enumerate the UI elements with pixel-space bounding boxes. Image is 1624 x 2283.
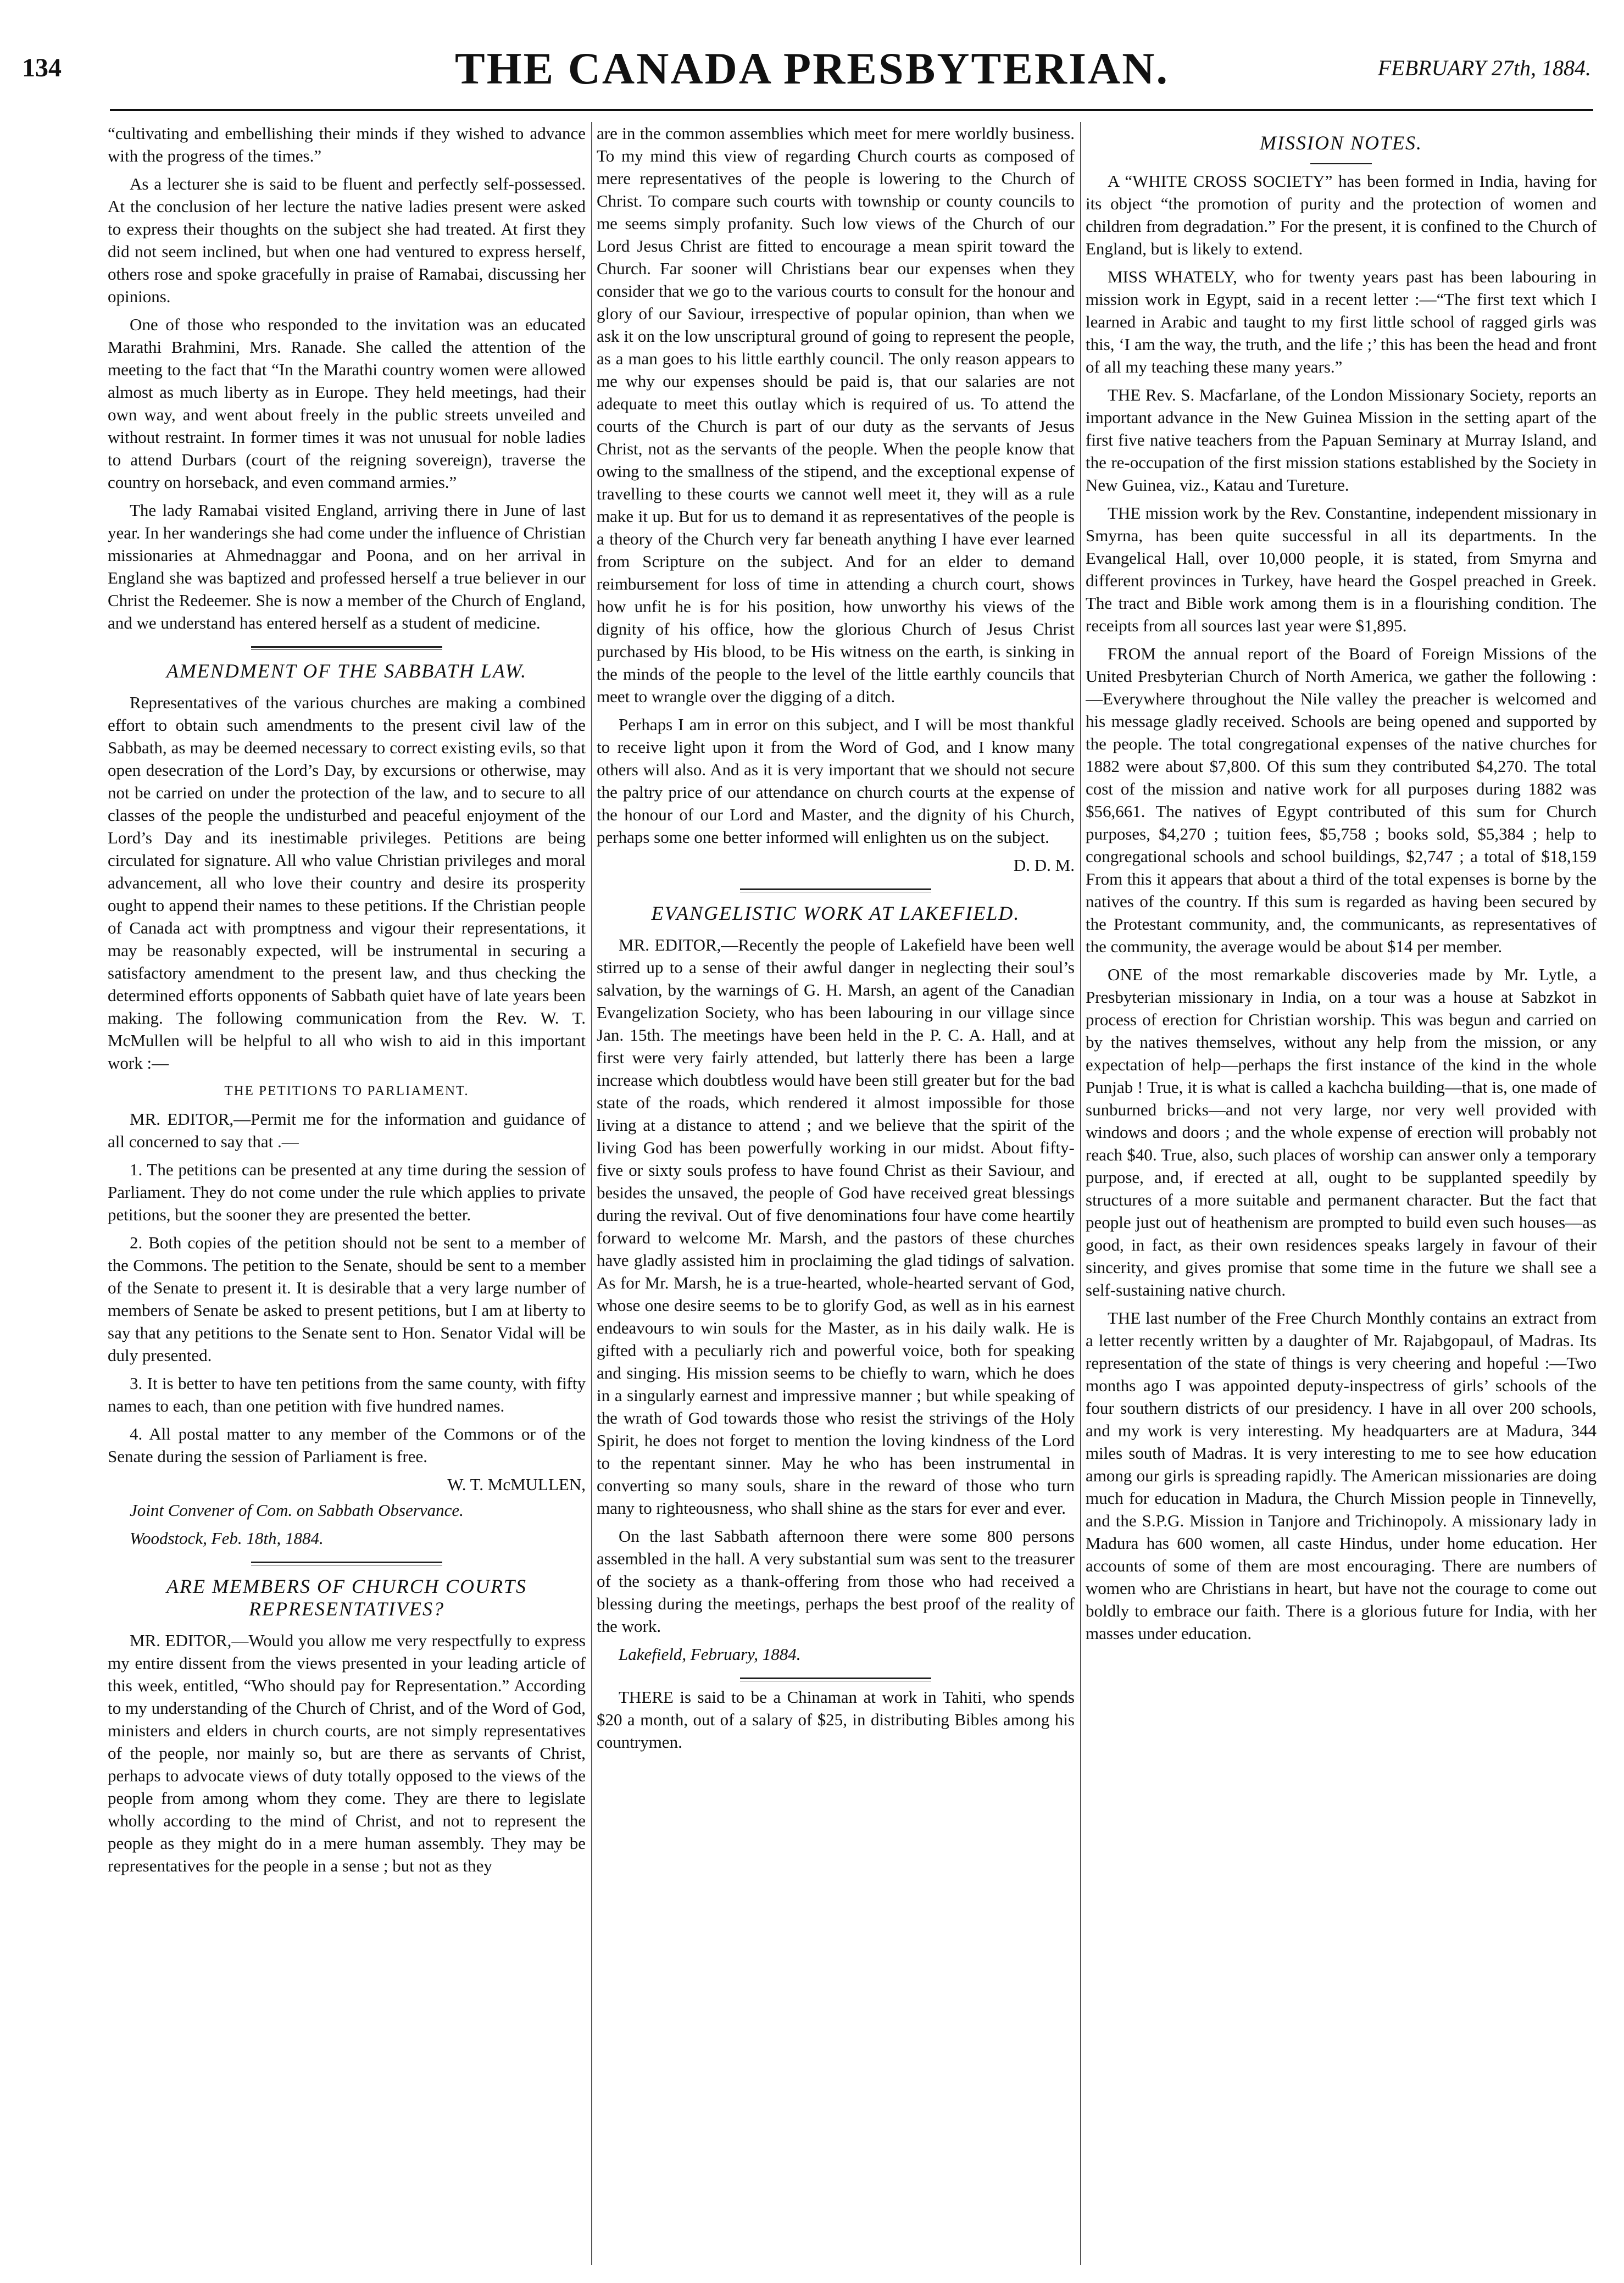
paragraph: On the last Sabbath afternoon there were some 800 persons assembled in the hall. A very substantial sum was sent to the treasurer of the society as a thank-offering from those who had received a blessing during the meetings, perhaps the best proof of the reality of the work. (597, 1526, 1075, 1636)
paragraph: As a lecturer she is said to be fluent and perfectly self-possessed. At the conclusion of her lecture the native ladies present were asked to express their thoughts on the subject she had treated. At first they did not seem inclined, but when one had ventured to express herself, others rose and spoke gracefully in praise of Ramabai, discussing her opinions. (108, 174, 586, 306)
paragraph: MISS WHATELY, who for twenty years past has been labouring in mission work in Egypt, said in a recent letter :—“The first text which I learned in Arabic and taught to my first little school of ragged girls was this, ‘I am the way, the truth, and the life ;’ this has been the head and front of all my teaching these many years.” (1086, 267, 1597, 376)
newspaper-title: THE CANADA PRESBYTERIAN. (455, 43, 1169, 93)
paragraph: are in the common assemblies which meet for mere worldly business. To my mind this view of regarding Church courts as composed of mere representatives of the people is lowering to the Church of Christ. To compare such courts with township or county councils to me seems simply profanity. Such low views of the Church of our Lord Jesus Christ are fitted to encourage a mean spirit toward the Church. Far sooner will Christians bear our expenses when they consider that we go to the various courts to consult for the honour and glory of our Saviour, irrespective of popular opinion, than when we ask it on the low unscriptural ground of going to represent the people, as a man goes to his little earthly council. The only reason appears to me why our expenses should be paid is, that our salaries are not adequate to meet this outlay which is required of us. To attend the courts of the Church is part of our duty as the servants of Jesus Christ, not as the servants of the people. When the people know that owing to the smallness of the stipend, and the exceptional expense of travelling to these courts we cannot well meet it, they will as a rule make it up. But for us to demand it as representatives of the people is a theory of the Church very far beneath anything I have ever learned from Scripture on the subject. And for an elder to demand reimbursement for loss of time in attending a church court, shows how unfit he is for his position, how unworthy his views of the dignity of his office, how the glorious Church of Jesus Christ purchased by His blood, to be His witness on the earth, is sinking in the minds of the people to the level of the little earthly councils that meet to wrangle over the digging of a ditch. (597, 124, 1075, 706)
paragraph: MR. EDITOR,—Permit me for the information and guidance of all concerned to say that .— (108, 1109, 586, 1151)
paragraph: THE last number of the Free Church Monthly contains an extract from a letter recently written by a daughter of Mr. Rajabgopaul, of Madras. Its representation of the state of things is very cheering and hopeful :—Two months ago I was appointed deputy-inspectress of girls’ schools of the four southern districts of our presidency. I have in all over 200 schools, and my work is very interesting. My headquarters are at Madura, 344 miles south of Madras. It is very interesting to me to see how education among our girls is spreading rapidly. The American missionaries are doing much for education in Madura, the Church Mission people in Tinnevelly, and the S.P.G. Mission in Tanjore and Trichinopoly. A missionary lady in Madura has 600 women, all caste Hindus, under home education. Her accounts of some of them are most encouraging. There are numbers of women who are Christians in heart, but have not the courage to come out boldly to embrace our faith. There is a glorious future for India, with her masses under education. (1086, 1308, 1597, 1643)
article-heading: ARE MEMBERS OF CHURCH COURTS REPRESENTATIVES? (166, 1575, 527, 1620)
paragraph: The lady Ramabai visited England, arriving there in June of last year. In her wanderings she had come under the influence of Christian missionaries at Ahmednaggar and Poona, and on her arrival in England she was baptized and professed herself a true believer in our Christ the Redeemer. She is now a member of the Church of England, and we understand has entered herself as a student of medicine. (108, 501, 586, 632)
paragraph: FROM the annual report of the Board of Foreign Missions of the United Presbyterian Church of North America, we gather the following :—Everywhere throughout the Nile valley the preacher is welcomed and his message gladly received. Schools are being opened and supported by the people. The total congregational expenses of the native churches for 1882 were about $7,800. Of this sum they contributed $4,270. The total cost of the mission and native work for all purposes during 1882 was $56,661. The natives of Egypt contributed of this sum for Church purposes, $4,270 ; tuition fees, $5,758 ; books sold, $5,384 ; help to congregational schools and school buildings, $2,747 ; a total of $18,159 From this it appears that about a third of the total expenses is borne by the natives of the country. If this sum is regarded as having been secured by the Protestant community, and, the communicants, as representatives of the community, the average would be about $14 per member. (1086, 644, 1597, 956)
page-number: 134 (22, 53, 62, 82)
section-rule (740, 888, 931, 892)
section-rule (251, 646, 442, 650)
paragraph: A “WHITE CROSS SOCIETY” has been formed in India, having for its object “the promotion of purity and the protection of women and children from degradation.” For the present, it is confined to the Church of England, but is likely to extend. (1086, 171, 1597, 258)
column-1 (108, 122, 586, 2265)
signature-title: Joint Convener of Com. on Sabbath Observance. (130, 1501, 464, 1520)
subheading: THE PETITIONS TO PARLIAMENT. (224, 1084, 469, 1098)
section-rule (251, 1562, 442, 1565)
article-heading: EVANGELISTIC WORK AT LAKEFIELD. (651, 902, 1020, 924)
masthead-rule (110, 109, 1593, 111)
paragraph: MR. EDITOR,—Would you allow me very respectfully to express my entire dissent from the views presented in your leading article of this week, entitled, “Who should pay for Representation.” According to my understanding of the Church of Christ, and of the Word of God, ministers and elders in church courts, are not simply representatives of the people, nor mainly so, but are there as servants of Christ, perhaps to advocate views of duty totally opposed to the views of the people from among whom they come. They are there to legislate wholly according to the mind of Christ, and not to represent the people as they might do in a mere human assembly. They may be representatives for the people in a sense ; but not as they (108, 1631, 586, 1875)
paragraph: THERE is said to be a Chinaman at work in Tahiti, who spends $20 a month, out of a salary of $25, in distributing Bibles among his countrymen. (597, 1687, 1075, 1752)
paragraph: Representatives of the various churches are making a combined effort to obtain such amendments to the present civil law of the Sabbath, as may be deemed necessary to correct existing evils, so that open desecration of the Lord’s Day, by excursions or otherwise, may not be carried on under the protection of the law, and to secure to all classes of the people the undisturbed and peaceful enjoyment of the Lord’s Day and its inestimable privileges. Petitions are being circulated for signature. All who value Christian privileges and moral advancement, all who love their country and desire its prosperity ought to append their names to these petitions. If the Christian people of Canada act with promptness and vigour their representations, it may be reasonably expected, will be instrumental in securing a satisfactory amendment to the present law, and thus checking the determined efforts opponents of Sabbath quiet have of late years been making. The following communication from the Rev. W. T. McMullen will be helpful to all who wish to aid in this important work :— (108, 693, 586, 1073)
masthead (0, 0, 1624, 110)
article-heading: MISSION NOTES. (1260, 132, 1422, 154)
paragraph: Perhaps I am in error on this subject, and I will be most thankful to receive light upon it from the Word of God, and I know many others will also. And as it is very important that we should not secure the paltry price of our attendance on church courts at the expense of the honour of our Lord and Master, and the dignity of his Church, perhaps some one better informed will enlighten us on the subject. (597, 715, 1075, 847)
dateline: Woodstock, Feb. 18th, 1884. (130, 1529, 324, 1548)
signature: D. D. M. (1013, 856, 1075, 875)
column-divider (1080, 122, 1081, 2265)
paragraph: 1. The petitions can be presented at any time during the session of Parliament. They do not come under the rule which applies to private petitions, but the sooner they are presented the better. (108, 1160, 586, 1224)
paragraph: “cultivating and embellishing their minds if they wished to advance with the progress of the times.” (108, 124, 586, 165)
section-rule (740, 1677, 931, 1681)
paragraph: One of those who responded to the invitation was an educated Marathi Brahmini, Mrs. Ranade. She called the attention of the meeting to the fact that “In the Marathi country women were allowed almost as much liberty as in Europe. They held meetings, had their own way, and went about freely in the public streets unveiled and without restraint. In former times it was not unusual for noble ladies to attend Durbars (court of the reigning sovereign), traverse the country on horseback, and even command armies.” (108, 315, 586, 492)
paragraph: 4. All postal matter to any member of the Commons or of the Senate during the session of Parliament is free. (108, 1424, 586, 1466)
column-divider (591, 122, 592, 2265)
heading-rule (1310, 163, 1372, 164)
paragraph: 2. Both copies of the petition should not be sent to a member of the Commons. The petition to the Senate, should be sent to a member of the Senate to present it. It is desirable that a very large number of members of Senate be asked to present petitions, but I am at liberty to say that any petitions to the Senate sent to Hon. Senator Vidal will be duly presented. (108, 1233, 586, 1365)
column-3 (1086, 122, 1597, 2265)
paragraph: ONE of the most remarkable discoveries made by Mr. Lytle, a Presbyterian missionary in India, on a tour was a house at Sabzkot in process of erection for Christian worship. This was begun and carried on by the natives themselves, without any help from the mission, or any expectation of help—perhaps the first instance of the kind in the whole Punjab ! True, it is what is called a kachcha building—that is, one made of sunburned bricks—and not very large, nor very well provided with windows and doors ; and the whole expense of erection will probably not reach $40. True, also, such places of worship can answer only a temporary purpose, and, if erected at all, ought to be supplanted speedily by structures of a more suitable and permanent character. But the fact that people just out of heathenism are prompted to build even such houses—as good, in fact, as their own residences speaks largely in favour of their sincerity, and gives promise that some time in the future we shall see a self-sustaining native church. (1086, 965, 1597, 1299)
paragraph: THE mission work by the Rev. Constantine, independent missionary in Smyrna, has been quite successful in all its departments. In the Evangelical Hall, over 10,000 people, it is stated, from Smyrna and different provinces in Turkey, have heard the Gospel preached in Greek. The tract and Bible work among them is in a flourishing condition. The receipts from all sources last year were $1,895. (1086, 503, 1597, 635)
article-heading: AMENDMENT OF THE SABBATH LAW. (166, 660, 527, 682)
dateline: Lakefield, February, 1884. (619, 1645, 801, 1664)
paragraph: THE Rev. S. Macfarlane, of the London Missionary Society, reports an important advance in the New Guinea Mission in the setting apart of the first five native teachers from the Papuan Seminary at Murray Island, and the re-occupation of the first mission stations established by the Society in New Guinea, viz., Katau and Tureture. (1086, 385, 1597, 495)
paragraph: 3. It is better to have ten petitions from the same county, with fifty names to each, than one petition with five hundred names. (108, 1374, 586, 1415)
issue-date: FEBRUARY 27th, 1884. (1377, 55, 1591, 80)
signature: W. T. McMULLEN, (447, 1475, 586, 1494)
column-2 (597, 122, 1075, 2265)
paragraph: MR. EDITOR,—Recently the people of Lakefield have been well stirred up to a sense of their awful danger in neglecting their soul’s salvation, by the warnings of G. H. Marsh, an agent of the Canadian Evangelization Society, who has been labouring in our village since Jan. 15th. The meetings have been held in the P. C. A. Hall, and at first were very fairly attended, but latterly there has been a large increase which doubtless would have been still greater but for the bad state of the roads, which rendered it almost impossible for those living at a distance to attend ; and we believe that the spirit of the living God has been powerfully working in our midst. About fifty-five or sixty souls profess to have found Christ as their Saviour, and besides the unsaved, the people of God have received great blessings during the revival. Out of five denominations four have come heartily forward to welcome Mr. Marsh, and the pastors of these churches have gladly assisted him in proclaiming the glad tidings of salvation. As for Mr. Marsh, he is a true-hearted, whole-hearted servant of God, whose one desire seems to be to glorify God, as well as in his earnest endeavours to win souls for the Master, as in his daily walk. He is gifted with a peculiarly rich and powerful voice, both for speaking and singing. His mission seems to be chiefly to warn, which he does in a singularly earnest and impressive manner ; but while speaking of the wrath of God towards those who resist the strivings of the Holy Spirit, he does not forget to mention the loving kindness of the Lord to the repentant sinner. May he who has been instrumental in converting so many souls, share in the reward of those who turn many to righteousness, who shall shine as the stars for ever and ever. (597, 935, 1075, 1518)
